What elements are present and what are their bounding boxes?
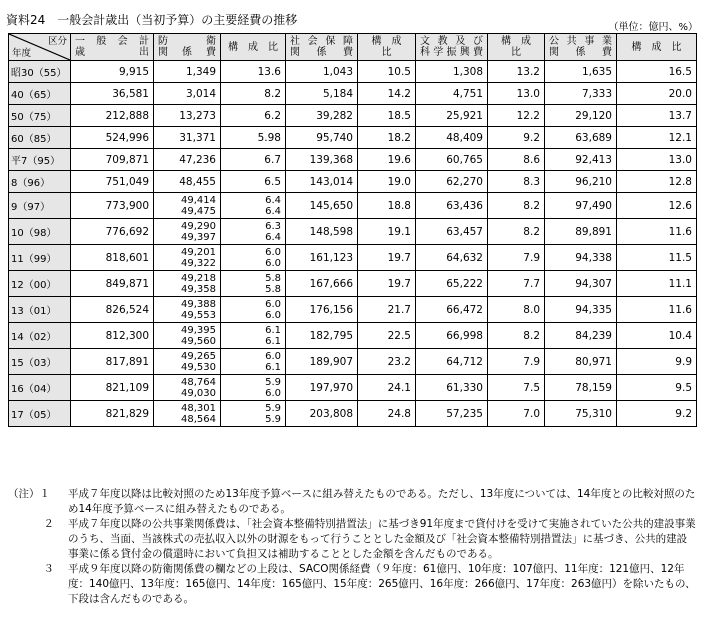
social-cell: 1,043 xyxy=(286,61,358,83)
education-ratio-cell: 9.2 xyxy=(488,127,545,149)
year-cell: 昭30（55） xyxy=(9,61,71,83)
education-cell: 4,751 xyxy=(416,83,488,105)
header-social-ratio: 構 成 比 xyxy=(358,34,416,61)
defense-cell: 1,349 xyxy=(154,61,221,83)
social-ratio-cell: 18.5 xyxy=(358,105,416,127)
education-ratio-cell: 7.9 xyxy=(488,349,545,375)
social-ratio-cell: 23.2 xyxy=(358,349,416,375)
corner-bottom-label: 年度 xyxy=(12,48,32,59)
education-cell: 1,308 xyxy=(416,61,488,83)
table-row xyxy=(9,61,697,83)
year-cell: 10（98） xyxy=(9,219,71,245)
corner-top-label: 区分 xyxy=(47,36,67,47)
public-works-cell: 7,333 xyxy=(545,83,617,105)
social-cell: 148,598 xyxy=(286,219,358,245)
year-cell: 60（85） xyxy=(9,127,71,149)
defense-ratio-cell: 6.2 xyxy=(221,105,286,127)
education-cell: 57,235 xyxy=(416,401,488,427)
general-cell: 751,049 xyxy=(71,171,154,193)
defense-cell: 48,455 xyxy=(154,171,221,193)
header-defense-ratio: 構 成 比 xyxy=(221,34,286,61)
year-cell: 14（02） xyxy=(9,323,71,349)
public-works-ratio-cell: 11.1 xyxy=(617,271,697,297)
education-ratio-cell: 13.0 xyxy=(488,83,545,105)
table-row xyxy=(9,349,697,375)
defense-cell: 49,388 49,553 xyxy=(154,297,221,323)
table-row xyxy=(9,219,697,245)
education-ratio-cell: 8.3 xyxy=(488,171,545,193)
general-cell: 709,871 xyxy=(71,149,154,171)
defense-ratio-cell: 5.9 6.0 xyxy=(221,375,286,401)
defense-ratio-cell: 6.1 6.1 xyxy=(221,323,286,349)
public-works-cell: 80,971 xyxy=(545,349,617,375)
header-education: 文教及び 科学振興費 xyxy=(416,34,488,61)
public-works-ratio-cell: 10.4 xyxy=(617,323,697,349)
table-row xyxy=(9,105,697,127)
social-cell: 182,795 xyxy=(286,323,358,349)
education-cell: 66,998 xyxy=(416,323,488,349)
social-cell: 189,907 xyxy=(286,349,358,375)
defense-ratio-cell: 6.7 xyxy=(221,149,286,171)
education-ratio-cell: 12.2 xyxy=(488,105,545,127)
defense-ratio-cell: 6.3 6.4 xyxy=(221,219,286,245)
general-cell: 524,996 xyxy=(71,127,154,149)
education-ratio-cell: 8.2 xyxy=(488,323,545,349)
general-cell: 212,888 xyxy=(71,105,154,127)
defense-cell: 49,218 49,358 xyxy=(154,271,221,297)
education-ratio-cell: 7.7 xyxy=(488,271,545,297)
general-cell: 826,524 xyxy=(71,297,154,323)
public-works-cell: 97,490 xyxy=(545,193,617,219)
education-cell: 60,765 xyxy=(416,149,488,171)
general-cell: 776,692 xyxy=(71,219,154,245)
note-2: ２ 平成７年度以降の公共事業関係費は、「社会資本整備特別措置法」に基づき91年度まで貸付けを受けて実施されていた公共的建設事業のうち、当面、当該株式の売払収入以外の財源をもって行うこととした金額及び「社会資本整備特別措置法」に基づき、公共的建設事業に係る貸付金の償還時において負担又は補助することとした金額を含んだものである。 xyxy=(43,518,696,560)
social-cell: 95,740 xyxy=(286,127,358,149)
social-ratio-cell: 14.2 xyxy=(358,83,416,105)
header-education-ratio: 構 成 比 xyxy=(488,34,545,61)
defense-ratio-cell: 13.6 xyxy=(221,61,286,83)
social-ratio-cell: 18.2 xyxy=(358,127,416,149)
social-cell: 143,014 xyxy=(286,171,358,193)
general-cell: 849,871 xyxy=(71,271,154,297)
defense-cell: 48,764 49,030 xyxy=(154,375,221,401)
note-3: ３ 平成９年度以降の防衛関係費の欄などの上段は、SACO関係経費（９年度：61億円、10年度：107億円、11年度：121億円、12年度：140億円、13年度：165億円、14年度：165億円、15年度：265億円、16年度：266億円、17年度：263億円）を除いたもの、下段は含んだものである。 xyxy=(43,563,696,605)
header-row xyxy=(9,34,697,61)
corner-header xyxy=(9,34,71,61)
education-cell: 64,632 xyxy=(416,245,488,271)
public-works-ratio-cell: 13.0 xyxy=(617,149,697,171)
public-works-ratio-cell: 9.2 xyxy=(617,401,697,427)
public-works-cell: 78,159 xyxy=(545,375,617,401)
defense-cell: 49,395 49,560 xyxy=(154,323,221,349)
general-cell: 821,829 xyxy=(71,401,154,427)
education-cell: 66,472 xyxy=(416,297,488,323)
header-public-works-ratio: 構 成 比 xyxy=(617,34,697,61)
public-works-ratio-cell: 12.1 xyxy=(617,127,697,149)
table-row xyxy=(9,149,697,171)
public-works-cell: 96,210 xyxy=(545,171,617,193)
table-row xyxy=(9,127,697,149)
public-works-ratio-cell: 11.5 xyxy=(617,245,697,271)
defense-ratio-cell: 6.0 6.0 xyxy=(221,297,286,323)
social-ratio-cell: 19.0 xyxy=(358,171,416,193)
table-row xyxy=(9,193,697,219)
year-cell: 50（75） xyxy=(9,105,71,127)
header-social: 社会保障 関 係 費 xyxy=(286,34,358,61)
education-cell: 62,270 xyxy=(416,171,488,193)
defense-ratio-cell: 6.5 xyxy=(221,171,286,193)
defense-cell: 3,014 xyxy=(154,83,221,105)
defense-ratio-cell: 5.98 xyxy=(221,127,286,149)
year-cell: 平7（95） xyxy=(9,149,71,171)
social-cell: 161,123 xyxy=(286,245,358,271)
education-ratio-cell: 8.2 xyxy=(488,193,545,219)
social-ratio-cell: 10.5 xyxy=(358,61,416,83)
social-ratio-cell: 19.6 xyxy=(358,149,416,171)
general-cell: 817,891 xyxy=(71,349,154,375)
table-row xyxy=(9,323,697,349)
year-cell: 9（97） xyxy=(9,193,71,219)
defense-cell: 49,265 49,530 xyxy=(154,349,221,375)
public-works-cell: 94,307 xyxy=(545,271,617,297)
defense-cell: 49,290 49,397 xyxy=(154,219,221,245)
public-works-ratio-cell: 11.6 xyxy=(617,297,697,323)
page-title: 資料24 一般会計歳出（当初予算）の主要経費の推移 xyxy=(6,13,298,27)
public-works-ratio-cell: 9.5 xyxy=(617,375,697,401)
defense-ratio-cell: 5.9 5.9 xyxy=(221,401,286,427)
education-ratio-cell: 7.9 xyxy=(488,245,545,271)
header-defense: 防 衛 関 係 費 xyxy=(154,34,221,61)
general-cell: 812,300 xyxy=(71,323,154,349)
defense-cell: 31,371 xyxy=(154,127,221,149)
public-works-cell: 84,239 xyxy=(545,323,617,349)
education-cell: 63,436 xyxy=(416,193,488,219)
public-works-cell: 92,413 xyxy=(545,149,617,171)
public-works-ratio-cell: 16.5 xyxy=(617,61,697,83)
social-ratio-cell: 24.1 xyxy=(358,375,416,401)
note-1: （注）１ 平成７年度以降は比較対照のため13年度予算ベースに組み替えたものである。ただし、13年度については、14年度との比較対照のため14年度予算ベースに組み替えたものである。 xyxy=(8,488,696,515)
social-ratio-cell: 19.7 xyxy=(358,271,416,297)
general-cell: 9,915 xyxy=(71,61,154,83)
general-cell: 821,109 xyxy=(71,375,154,401)
defense-cell: 48,301 48,564 xyxy=(154,401,221,427)
public-works-ratio-cell: 11.6 xyxy=(617,219,697,245)
education-cell: 65,222 xyxy=(416,271,488,297)
year-cell: 15（03） xyxy=(9,349,71,375)
public-works-ratio-cell: 20.0 xyxy=(617,83,697,105)
social-cell: 139,368 xyxy=(286,149,358,171)
social-cell: 197,970 xyxy=(286,375,358,401)
defense-cell: 49,201 49,322 xyxy=(154,245,221,271)
public-works-ratio-cell: 12.6 xyxy=(617,193,697,219)
public-works-ratio-cell: 13.7 xyxy=(617,105,697,127)
social-cell: 203,808 xyxy=(286,401,358,427)
public-works-cell: 29,120 xyxy=(545,105,617,127)
year-cell: 11（99） xyxy=(9,245,71,271)
public-works-ratio-cell: 12.8 xyxy=(617,171,697,193)
table-row xyxy=(9,401,697,427)
social-cell: 176,156 xyxy=(286,297,358,323)
defense-cell: 13,273 xyxy=(154,105,221,127)
general-cell: 36,581 xyxy=(71,83,154,105)
defense-ratio-cell: 5.8 5.8 xyxy=(221,271,286,297)
public-works-cell: 94,338 xyxy=(545,245,617,271)
defense-cell: 47,236 xyxy=(154,149,221,171)
table-row xyxy=(9,297,697,323)
education-cell: 63,457 xyxy=(416,219,488,245)
year-cell: 40（65） xyxy=(9,83,71,105)
year-cell: 16（04） xyxy=(9,375,71,401)
table-row xyxy=(9,271,697,297)
defense-ratio-cell: 8.2 xyxy=(221,83,286,105)
table-row xyxy=(9,375,697,401)
public-works-cell: 89,891 xyxy=(545,219,617,245)
education-ratio-cell: 13.2 xyxy=(488,61,545,83)
year-cell: 12（00） xyxy=(9,271,71,297)
general-cell: 818,601 xyxy=(71,245,154,271)
year-cell: 13（01） xyxy=(9,297,71,323)
education-cell: 25,921 xyxy=(416,105,488,127)
year-cell: 8（96） xyxy=(9,171,71,193)
education-ratio-cell: 8.6 xyxy=(488,149,545,171)
education-cell: 64,712 xyxy=(416,349,488,375)
expenditure-table xyxy=(8,33,697,427)
social-cell: 145,650 xyxy=(286,193,358,219)
notes xyxy=(8,487,696,607)
table-row xyxy=(9,171,697,193)
education-ratio-cell: 7.0 xyxy=(488,401,545,427)
social-ratio-cell: 22.5 xyxy=(358,323,416,349)
header-public-works: 公共事業 関 係 費 xyxy=(545,34,617,61)
social-ratio-cell: 19.7 xyxy=(358,245,416,271)
defense-ratio-cell: 6.4 6.4 xyxy=(221,193,286,219)
education-cell: 48,409 xyxy=(416,127,488,149)
header-general: 一 般 会 計 歳 出 xyxy=(71,34,154,61)
social-ratio-cell: 21.7 xyxy=(358,297,416,323)
public-works-cell: 75,310 xyxy=(545,401,617,427)
social-ratio-cell: 19.1 xyxy=(358,219,416,245)
defense-cell: 49,414 49,475 xyxy=(154,193,221,219)
social-cell: 5,184 xyxy=(286,83,358,105)
social-cell: 167,666 xyxy=(286,271,358,297)
education-ratio-cell: 8.2 xyxy=(488,219,545,245)
social-cell: 39,282 xyxy=(286,105,358,127)
public-works-ratio-cell: 9.9 xyxy=(617,349,697,375)
social-ratio-cell: 18.8 xyxy=(358,193,416,219)
education-ratio-cell: 7.5 xyxy=(488,375,545,401)
year-cell: 17（05） xyxy=(9,401,71,427)
public-works-cell: 1,635 xyxy=(545,61,617,83)
table-row xyxy=(9,83,697,105)
public-works-cell: 63,689 xyxy=(545,127,617,149)
social-ratio-cell: 24.8 xyxy=(358,401,416,427)
unit-label: （単位：億円、%） xyxy=(608,22,698,33)
public-works-cell: 94,335 xyxy=(545,297,617,323)
education-cell: 61,330 xyxy=(416,375,488,401)
defense-ratio-cell: 6.0 6.0 xyxy=(221,245,286,271)
education-ratio-cell: 8.0 xyxy=(488,297,545,323)
defense-ratio-cell: 6.0 6.1 xyxy=(221,349,286,375)
general-cell: 773,900 xyxy=(71,193,154,219)
table-row xyxy=(9,245,697,271)
